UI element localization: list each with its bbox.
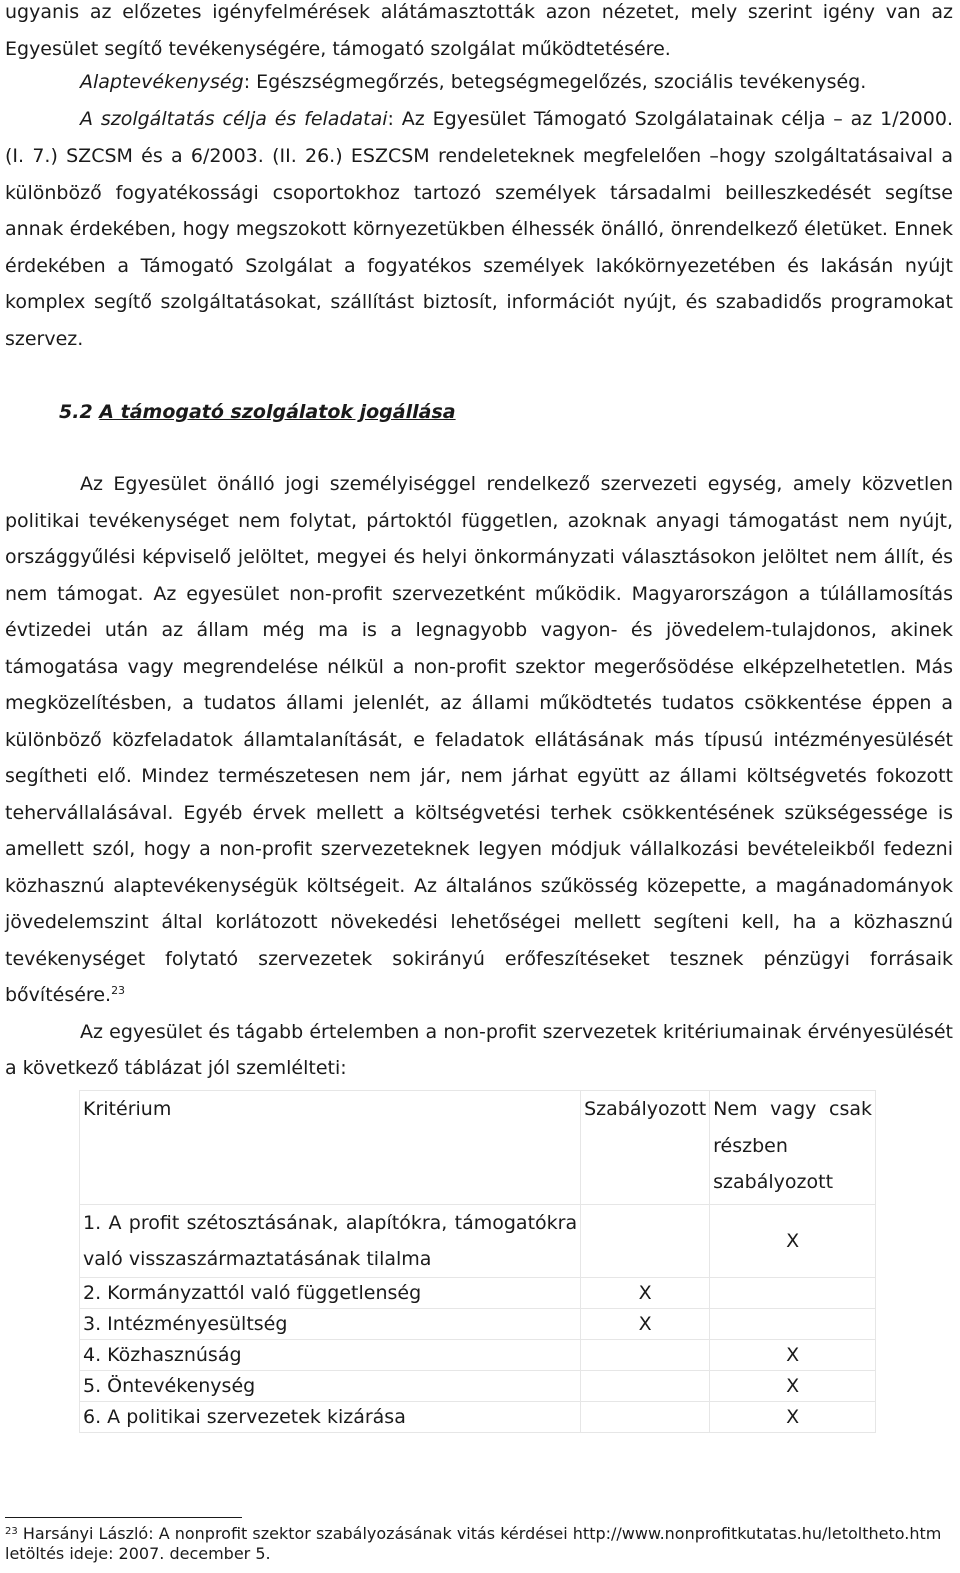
core-activity-label: Alaptevékenység xyxy=(80,71,244,93)
table-row xyxy=(80,1339,876,1370)
service-goal-label: A szolgáltatás célja és feladatai xyxy=(80,108,388,130)
row-partial: X xyxy=(710,1339,876,1370)
row-partial xyxy=(710,1277,876,1308)
row-partial: X xyxy=(710,1370,876,1401)
footnote-reference: 23 xyxy=(111,984,126,997)
footnote-download-date: letöltés ideje: 2007. december 5. xyxy=(5,1544,271,1563)
row-criterion: 3. Intézményesültség xyxy=(80,1308,581,1339)
table-row xyxy=(80,1370,876,1401)
row-criterion: 5. Öntevékenység xyxy=(80,1370,581,1401)
core-activity-line xyxy=(80,64,953,101)
row-partial xyxy=(710,1308,876,1339)
table-row xyxy=(80,1277,876,1308)
service-goal-text-1: : Az Egyesület Támogató Szolgálatainak célja – az 1/2000. xyxy=(387,108,953,130)
intro-paragraph xyxy=(5,0,953,67)
table-row xyxy=(80,1401,876,1432)
row-partial: X xyxy=(710,1204,876,1277)
service-goal-first-line xyxy=(80,101,953,138)
table-row xyxy=(80,1308,876,1339)
table-header-row xyxy=(80,1091,876,1205)
core-activity-text: : Egészségmegőrzés, betegségmegelőzés, szociális tevékenység. xyxy=(243,71,867,93)
footnote-separator xyxy=(5,1517,242,1518)
table-row xyxy=(80,1204,876,1277)
legal-status-section xyxy=(5,466,953,1087)
footnote-text: Harsányi László: A nonprofit szektor szabályozásának vitás kérdései http://www.nonprofitkutatas.hu/letoltheto.htm xyxy=(22,1524,942,1543)
row-regulated xyxy=(581,1339,710,1370)
footnote-line-1 xyxy=(5,1524,955,1544)
service-goal-paragraph: (I. 7.) SZCSM és a 6/2003. (II. 26.) ESZCSM rendeleteknek megfelelően –hogy szolgáltatásaival a különböző fogyatékossági csoportokhoz tartozó személyek társadalmi beilleszkedését segítse annak érdekében, hogy megszokott környezetükben élhessék önálló, önrendelkező életüket. Ennek érdekében a Támogató Szolgálat a fogyatékos személyek lakókörnyezetében és lakásán nyújt komplex segítő szolgáltatásokat, szállítást biztosít, információt nyújt, és szabadidős programokat szervez. xyxy=(5,145,953,350)
section-heading xyxy=(59,394,456,430)
header-partially-regulated: Nem vagy csak részben szabályozott xyxy=(710,1091,876,1205)
intro-line-2: Egyesület segítő tevékenységére, támogató szolgálat működtetésére. xyxy=(5,37,671,60)
legal-status-text: Az Egyesület önálló jogi személyiséggel rendelkező szervezeti egység, amely közvetlen politikai tevékenységet nem folytat, pártoktól független, azoknak anyagi támogatást nem nyújt, országgyűlési képviselő jelöltet, megyei és helyi önkormányzati választásokon jelöltet nem állít, és nem támogat. Az egyesület non-profit szervezetként működik. Magyarországon a túlállamosítás évtizedei után az állam még ma is a legnagyobb vagyon- és jövedelem-tulajdonos, akinek támogatása vagy megrendelése nélkül a non-profit szektor megerősödése elképzelhetetlen. Más megközelítésben, a tudatos állami jelenlét, az állami működtetés tudatos csökkentése éppen a különböző közfeladatok államtalanítását, e feladatok ellátásának más típusú intézményesülését segítheti elő. Mindez természetesen nem jár, nem járhat együtt az állami költségvetés fokozott tehervállalásával. Egyéb érvek mellett a költségvetési terhek csökkentésének szükségessége is amellett szól, hogy a non-profit szervezeteknek legyen módjuk vállalkozási bevételeikből fedezni közhasznú alaptevékenységük költségeit. Az általános szűkösség közepette, a magánadományok jövedelemszint által korlátozott növekedési lehetőségei mellett segíteni kell, ha a közhasznú tevékenységet folytató szervezetek sokirányú erőfeszítéseket tesznek pénzügyi forrásaik bővítésére. xyxy=(5,473,953,1006)
row-regulated xyxy=(581,1370,710,1401)
footnote xyxy=(5,1524,955,1564)
header-criterion: Kritérium xyxy=(80,1091,581,1205)
row-regulated: X xyxy=(581,1277,710,1308)
legal-status-paragraph xyxy=(5,466,953,1014)
row-regulated xyxy=(581,1204,710,1277)
section-title: A támogató szolgálatok jogállása xyxy=(99,401,456,423)
section-number: 5.2 xyxy=(59,401,93,423)
table-intro-paragraph: Az egyesület és tágabb értelemben a non-profit szervezetek kritériumainak érvényesülését a következő táblázat jól szemlélteti: xyxy=(5,1020,953,1079)
row-criterion: 2. Kormányzattól való függetlenség xyxy=(80,1277,581,1308)
row-regulated: X xyxy=(581,1308,710,1339)
row-regulated xyxy=(581,1401,710,1432)
row-criterion: 1. A profit szétosztásának, alapítókra, támogatókra való visszaszármaztatásának tilalma xyxy=(80,1204,581,1277)
intro-line-1: ugyanis az előzetes igényfelmérések alátámasztották azon nézetet, mely szerint igény van az xyxy=(5,1,953,23)
header-regulated: Szabályozott xyxy=(581,1091,710,1205)
criteria-table xyxy=(79,1090,876,1433)
footnote-number: 23 xyxy=(5,1526,18,1537)
row-criterion: 6. A politikai szervezetek kizárása xyxy=(80,1401,581,1432)
row-partial: X xyxy=(710,1401,876,1432)
row-criterion: 4. Közhasznúság xyxy=(80,1339,581,1370)
